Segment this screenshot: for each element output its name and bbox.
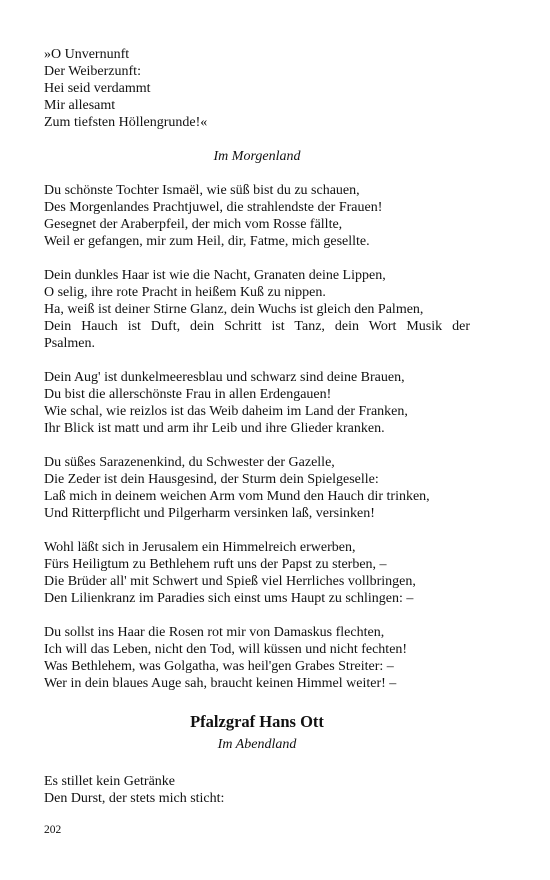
verse-line: Psalmen.	[44, 336, 95, 351]
verse-line: Mir allesamt	[44, 98, 116, 113]
stanza	[44, 773, 470, 807]
verse-line: »O Unvernunft	[44, 47, 130, 62]
verse-line: Was Bethlehem, was Golgatha, was heil'gen Grabes Streiter: –	[44, 659, 394, 674]
stanza	[44, 454, 470, 522]
stanza	[44, 624, 470, 692]
stanza	[44, 267, 470, 352]
section-subtitle: Im Abendland	[217, 737, 297, 752]
verse-line: Weil er gefangen, mir zum Heil, dir, Fatme, mich gesellte.	[44, 234, 370, 249]
section-subtitle: Im Morgenland	[213, 149, 301, 164]
verse-line: Wer in dein blaues Auge sah, braucht keinen Himmel weiter! –	[44, 676, 397, 691]
stanza	[44, 182, 470, 250]
verse-line: Laß mich in deinem weichen Arm vom Mund den Hauch dir trinken,	[44, 489, 430, 504]
verse-line: Die Zeder ist dein Hausgesind, der Sturm dein Spielgeselle:	[44, 472, 379, 487]
verse-line: Es stillet kein Getränke	[44, 774, 176, 789]
verse-line: Du schönste Tochter Ismaël, wie süß bist du zu schauen,	[44, 183, 360, 198]
verse-line: Des Morgenlandes Prachtjuwel, die strahlendste der Frauen!	[44, 200, 383, 215]
verse-line: Ihr Blick ist matt und arm ihr Leib und ihre Glieder kranken.	[44, 421, 385, 436]
verse-line: Zum tiefsten Höllengrunde!«	[44, 115, 208, 130]
stanza	[44, 369, 470, 437]
opening-stanza	[44, 46, 470, 131]
verse-line: Du süßes Sarazenenkind, du Schwester der Gazelle,	[44, 455, 335, 470]
verse-line: Du bist die allerschönste Frau in allen Erdengauen!	[44, 387, 332, 402]
verse-line: Dein Aug' ist dunkelmeeresblau und schwarz sind deine Brauen,	[44, 370, 405, 385]
verse-line: Gesegnet der Araberpfeil, der mich vom Rosse fällte,	[44, 217, 343, 232]
verse-line: O selig, ihre rote Pracht in heißem Kuß zu nippen.	[44, 285, 326, 300]
verse-line: Den Durst, der stets mich sticht:	[44, 791, 225, 806]
verse-line: Du sollst ins Haar die Rosen rot mir von Damaskus flechten,	[44, 625, 385, 640]
verse-line: Wie schal, wie reizlos ist das Weib daheim im Land der Franken,	[44, 404, 408, 419]
verse-line: Den Lilienkranz im Paradies sich einst ums Haupt zu schlingen: –	[44, 591, 414, 606]
verse-line: Und Ritterpflicht und Pilgerharm versinken laß, versinken!	[44, 506, 375, 521]
verse-line: Hei seid verdammt	[44, 81, 151, 96]
poem-title: Pfalzgraf Hans Ott	[190, 712, 324, 731]
verse-line: Fürs Heiligtum zu Bethlehem ruft uns der Papst zu sterben, –	[44, 557, 387, 572]
verse-line: Ha, weiß ist deiner Stirne Glanz, dein Wuchs ist gleich den Palmen,	[44, 302, 424, 317]
verse-line: Wohl läßt sich in Jerusalem ein Himmelreich erwerben,	[44, 540, 356, 555]
verse-line: Dein dunkles Haar ist wie die Nacht, Granaten deine Lippen,	[44, 268, 386, 283]
stanza	[44, 539, 470, 607]
verse-line: Die Brüder all' mit Schwert und Spieß viel Herrliches vollbringen,	[44, 574, 416, 589]
page-number: 202	[44, 824, 62, 836]
verse-line: Der Weiberzunft:	[44, 64, 141, 79]
poem-page	[44, 46, 470, 824]
verse-line: Ich will das Leben, nicht den Tod, will küssen und nicht fechten!	[44, 642, 408, 657]
verse-line: Dein Hauch ist Duft, dein Schritt ist Tanz, dein Wort Musik der	[44, 319, 470, 334]
